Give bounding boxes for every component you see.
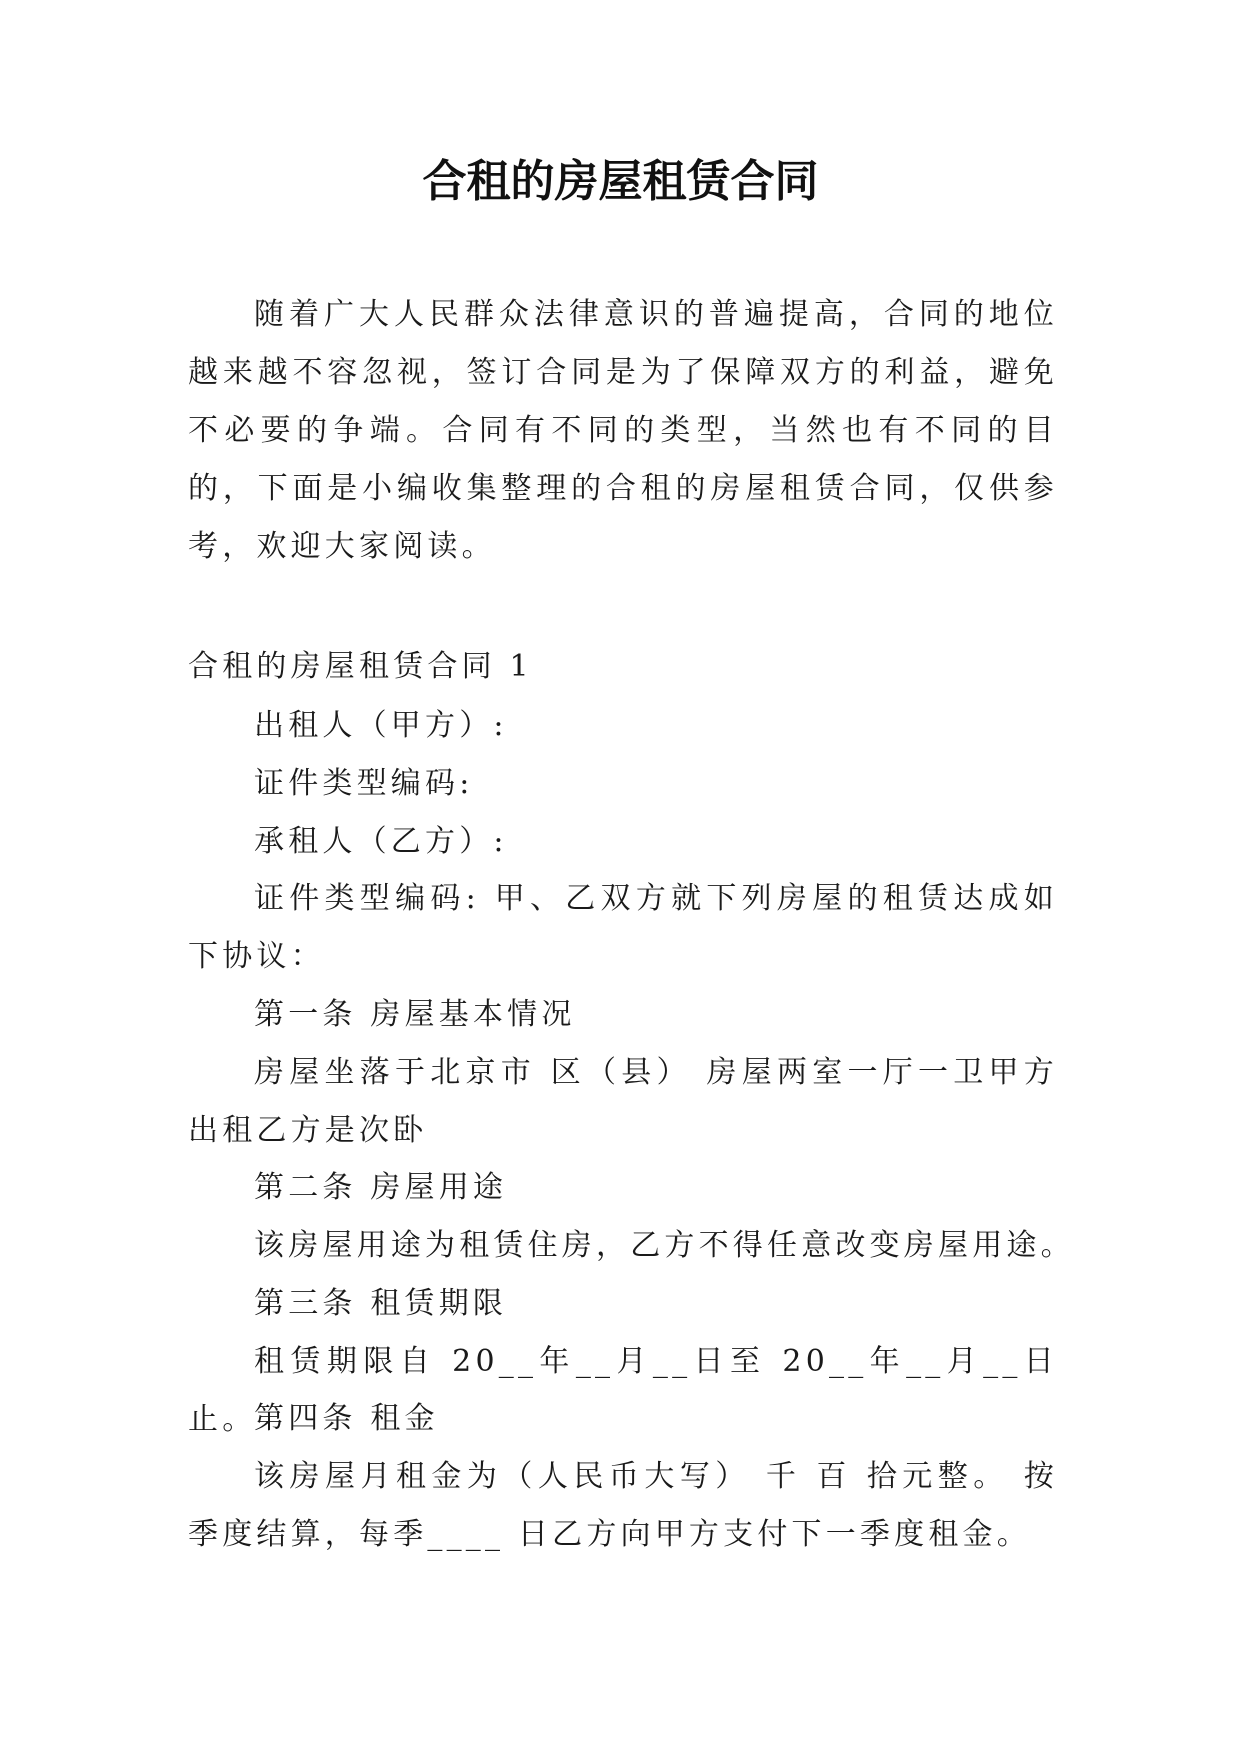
article-4-title: 第四条 租金 bbox=[254, 1401, 439, 1436]
article-2-body: 该房屋用途为租赁住房，乙方不得任意改变房屋用途。 bbox=[254, 1228, 1075, 1263]
contract-heading: 合租的房屋租赁合同 1 bbox=[188, 649, 533, 684]
lessor-line: 出租人（甲方）: bbox=[254, 708, 508, 743]
lessor-id-line: 证件类型编码: bbox=[254, 766, 474, 801]
article-3-body: 租赁期限自 20__年__月__日至 20__年__月__日止。 bbox=[188, 1344, 1058, 1437]
article-4-body: 该房屋月租金为（人民币大写） 千 百 拾元整。 按季度结算，每季____ 日乙方向甲方支付下一季度租金。 bbox=[188, 1459, 1058, 1552]
article-1-title: 第一条 房屋基本情况 bbox=[254, 997, 576, 1032]
document-title: 合租的房屋租赁合同 bbox=[422, 156, 819, 207]
article-1-body: 房屋坐落于北京市 区（县） 房屋两室一厅一卫甲方出租乙方是次卧 bbox=[188, 1055, 1058, 1148]
intro-paragraph: 随着广大人民群众法律意识的普遍提高，合同的地位越来越不容忽视，签订合同是为了保障双方的利益，避免不必要的争端。合同有不同的类型，当然也有不同的目的，下面是小编收集整理的合租的房屋租赁合同，仅供参考，欢迎大家阅读。 bbox=[188, 297, 1058, 564]
article-3-title: 第三条 租赁期限 bbox=[254, 1286, 508, 1321]
article-2-title: 第二条 房屋用途 bbox=[254, 1170, 508, 1205]
lessee-line: 承租人（乙方）: bbox=[254, 824, 508, 859]
lessee-id-agreement-paragraph: 证件类型编码: 甲、乙双方就下列房屋的租赁达成如下协议： bbox=[188, 881, 1058, 974]
